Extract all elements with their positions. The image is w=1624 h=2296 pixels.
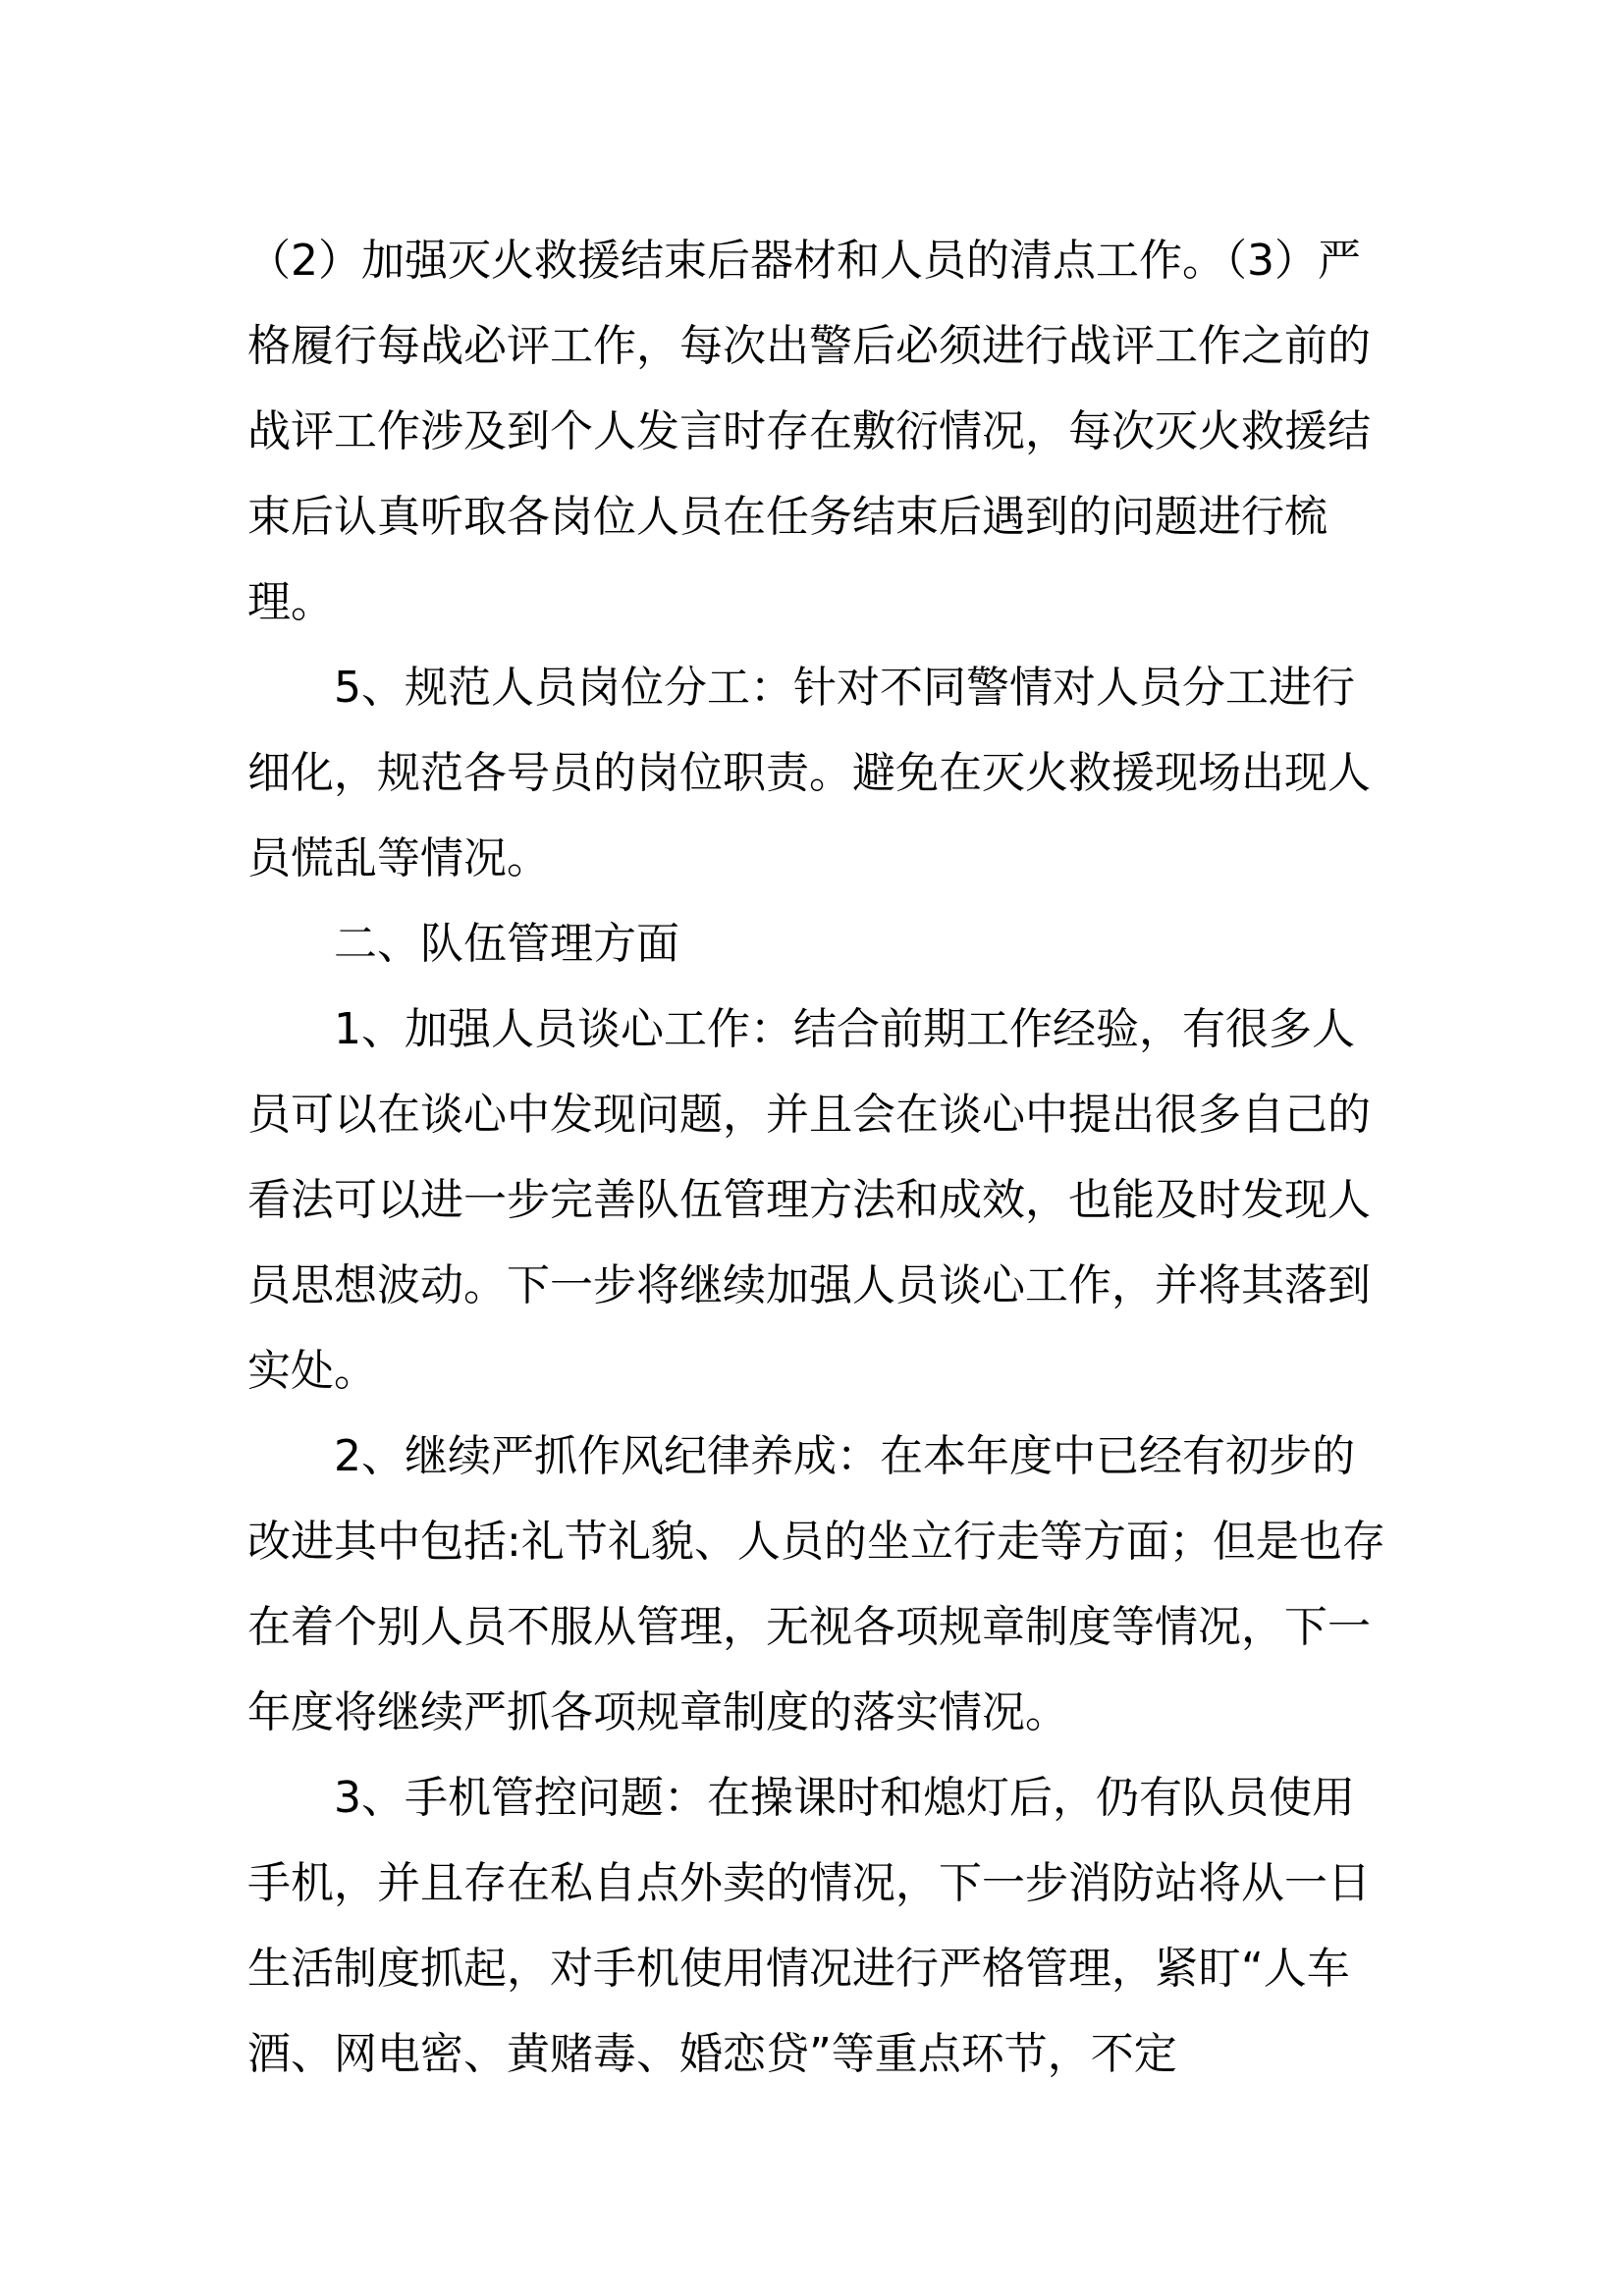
paragraph-duty-division: 5、规范人员岗位分工：针对不同警情对人员分工进行细化，规范各号员的岗位职责。避免在灭火救援现场出现人员慌乱等情况。	[247, 663, 1371, 883]
document-body	[247, 218, 1386, 2097]
paragraph-phone-control: 3、手机管控问题：在操课时和熄灯后，仍有队员使用手机，并且存在私自点外卖的情况，下一步消防站将从一日生活制度抓起，对手机使用情况进行严格管理，紧盯“人车酒、网电密、黄赌毒、婚恋贷”等重点环节，不定	[247, 1773, 1371, 2079]
paragraph-inventory-review: （2）加强灭火救援结束后器材和人员的清点工作。（3）严格履行每战必评工作，每次出警后必须进行战评工作之前的战评工作涉及到个人发言时存在敷衍情况，每次灭火救援结束后认真听取各岗位人员在任务结束后遇到的问题进行梳理。	[247, 236, 1371, 627]
paragraph-talk-work: 1、加强人员谈心工作：结合前期工作经验，有很多人员可以在谈心中发现问题，并且会在谈心中提出很多自己的看法可以进一步完善队伍管理方法和成效，也能及时发现人员思想波动。下一步将继续加强人员谈心工作，并将其落到实处。	[247, 1004, 1371, 1396]
paragraph-discipline: 2、继续严抓作风纪律养成：在本年度中已经有初步的改进其中包括:礼节礼貌、人员的坐立行走等方面；但是也存在着个别人员不服从管理，无视各项规章制度等情况，下一年度将继续严抓各项规章制度的落实情况。	[247, 1431, 1385, 1737]
section-heading-team-management: 二、队伍管理方面	[334, 919, 679, 969]
